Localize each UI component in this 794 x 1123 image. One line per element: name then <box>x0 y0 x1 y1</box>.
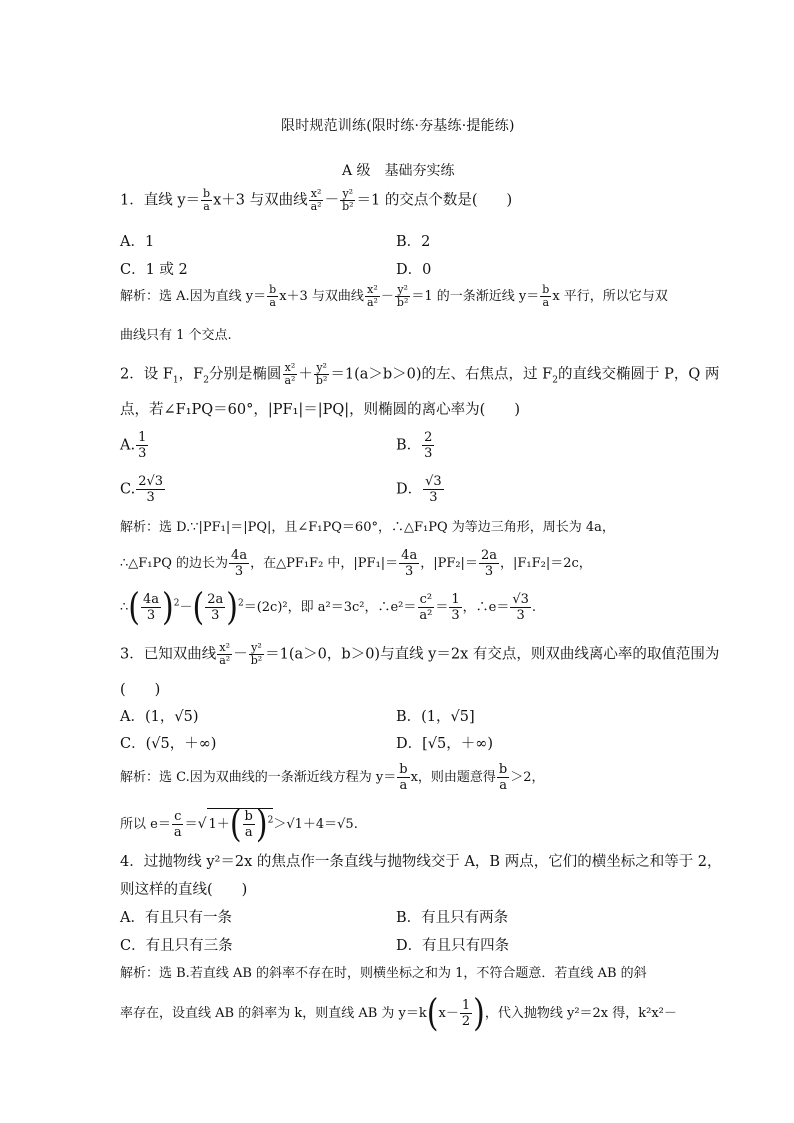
q1-solution-line1: 解析：选 A.因为直线 y＝ $\frac{b}{a}$ x＋3 与双曲线 $\frac{\text{x²}}{\text{a²}}$ － $\frac{\text{y²}}{\text{b²}}$ ＝1 的一条渐近线 y＝ $\frac{b}{a}$ x 平行，所以它与双 <box>120 283 668 309</box>
q2-option-b: B． $\frac{2}{3}$ <box>396 430 433 461</box>
q4-option-a: A．有且只有一条 <box>120 910 232 926</box>
section-subtitle: A 级 基础夯实练 <box>342 163 455 179</box>
q2-option-c: C. $\frac{2√3}{3}$ <box>120 474 164 505</box>
question-3-line2: ( ) <box>120 682 161 698</box>
q2-option-d: D． $\frac{√3}{3}$ <box>396 474 442 505</box>
question-1: 1．直线 y＝ $\frac{b}{a}$ x＋3 与双曲线 $\frac{\text{x²}}{\text{a²}}$ － $\frac{\text{y²}}{\text{b²}}$ ＝1 的交点个数是( ) <box>120 187 513 213</box>
question-2-line2: 点，若∠F₁PQ＝60°，|PF₁|＝|PQ|，则椭圆的离心率为( ) <box>120 402 520 418</box>
question-4-line1: 4．过抛物线 y²＝2x 的焦点作一条直线与抛物线交于 A，B 两点，它们的横坐标之和等于 2， <box>120 854 722 870</box>
question-3-line1: 3．已知双曲线 $\frac{\text{x²}}{\text{a²}}$ － $\frac{\text{y²}}{\text{b²}}$ ＝1(a＞0，b＞0)与直线 y＝2x 有交点，则双曲线离心率的取值范围为 <box>120 641 720 667</box>
q1-solution-line2: 曲线只有 1 个交点. <box>120 328 232 343</box>
q3-solution-line1: 解析：选 C.因为双曲线的一条渐近线方程为 y＝ $\frac{b}{a}$ x，则由题意得 $\frac{b}{a}$ ＞2， <box>120 762 545 793</box>
q3-solution-line2: 所以 e＝ $\frac{c}{a}$ ＝√ 1＋( $\frac{b}{a}$ )$^2$＞√1＋4＝√5. <box>120 802 358 846</box>
q3-option-b: B．(1，√5] <box>396 709 475 725</box>
q1-option-a: A．1 <box>120 234 155 250</box>
q3-option-a: A．(1，√5) <box>120 709 199 725</box>
q1-text-mid: x＋3 与双曲线 <box>213 192 308 209</box>
q1-option-b: B．2 <box>396 234 431 250</box>
q3-option-c: C．(√5，＋∞) <box>120 736 217 752</box>
q2-solution-line1: 解析：选 D.∵|PF₁|＝|PQ|，且∠F₁PQ＝60°，∴△F₁PQ 为等边三角形，周长为 4a， <box>120 520 615 535</box>
q1-text-suffix: ＝1 的交点个数是( ) <box>356 192 513 209</box>
q2-solution-line3: ∴( $\frac{4a}{3}$ )$^2$－( $\frac{2a}{3}$ )$^2$＝(2c)²，即 a²＝3c²，∴e²＝ $\frac{\text{c²}}{\text{a²}}$ ＝ $\frac{1}{3}$ ，∴e＝ $\frac{√3}{3}$ . <box>120 585 537 629</box>
q4-option-d: D．有且只有四条 <box>396 938 510 954</box>
q1-option-d: D．0 <box>396 262 432 278</box>
question-2-line1: 2．设 $F_1$，$F_2$分别是椭圆 $\frac{\text{x²}}{\text{a²}}$ ＋ $\frac{\text{y²}}{\text{b²}}$ ＝1(a＞b＞0)的左、右焦点，过 $F_2$的直线交椭圆于 P，Q 两 <box>120 361 720 387</box>
q4-solution-line1: 解析：选 B.若直线 AB 的斜率不存在时，则横坐标之和为 1，不符合题意．若直线 AB 的斜 <box>120 966 647 981</box>
question-4-line2: 则这样的直线( ) <box>120 882 248 898</box>
q4-option-c: C．有且只有三条 <box>120 938 233 954</box>
q2-option-a: A. $\frac{1}{3}$ <box>120 430 147 461</box>
q1-option-c: C．1 或 2 <box>120 262 188 278</box>
page-title: 限时规范训练(限时练·夯基练·提能练) <box>281 118 515 134</box>
q3-option-d: D．[√5，＋∞) <box>396 736 493 752</box>
q2-solution-line2: ∴△F₁PQ 的边长为 $\frac{4a}{3}$ ，在△PF₁F₂ 中，|PF₁|＝ $\frac{4a}{3}$ ，|PF₂|＝ $\frac{2a}{3}$ ，|F₁F₂|＝2c， <box>120 548 592 579</box>
q4-option-b: B．有且只有两条 <box>396 910 509 926</box>
q4-solution-line2: 率存在，设直线 AB 的斜率为 k，则直线 AB 为 y＝k(x－ $\frac{1}{2}$ )，代入抛物线 y²＝2x 得，k²x²－ <box>120 991 677 1035</box>
q1-text-prefix: 1．直线 y＝ <box>120 192 201 209</box>
